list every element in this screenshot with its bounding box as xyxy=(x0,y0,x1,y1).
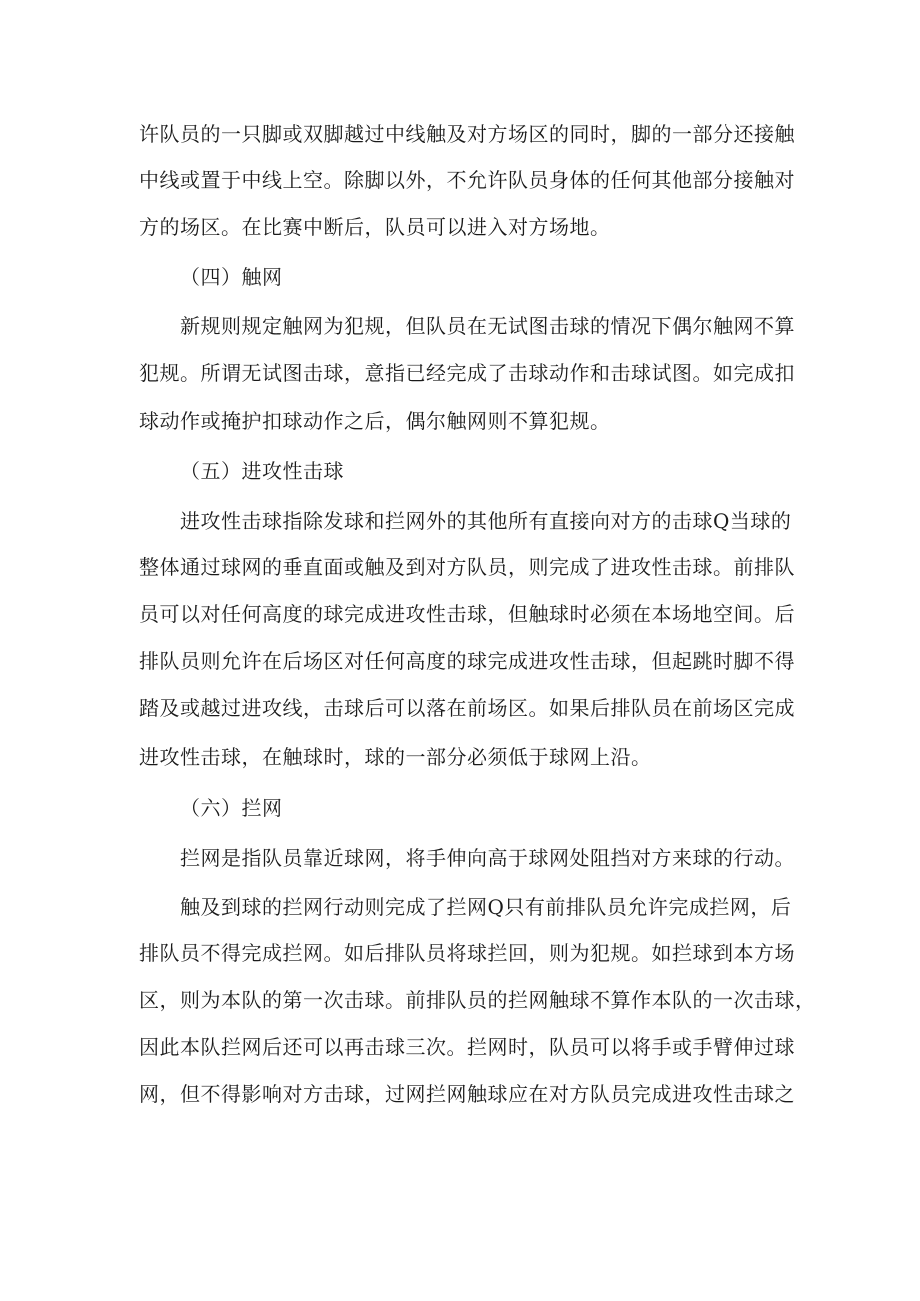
section-heading-touch-net: （四）触网 xyxy=(180,265,283,289)
section-heading-attack-hit: （五）进攻性击球 xyxy=(180,459,344,483)
section-heading-block: （六）拦网 xyxy=(180,796,283,820)
paragraph-line: 网，但不得影响对方击球，过网拦网触球应在对方队员完成进攻性击球之 xyxy=(139,1082,795,1106)
paragraph-line: 犯规。所谓无试图击球，意指已经完成了击球动作和击球试图。如完成扣 xyxy=(139,361,795,385)
paragraph-line: 中线或置于中线上空。除脚以外，不允许队员身体的任何其他部分接触对 xyxy=(139,168,795,192)
paragraph-line: 因此本队拦网后还可以再击球三次。拦网时，队员可以将手或手臂伸过球 xyxy=(139,1035,795,1059)
paragraph-line: 拦网是指队员靠近球网，将手伸向高于球网处阻挡对方来球的行动。 xyxy=(180,846,795,870)
paragraph-line: 区，则为本队的第一次击球。前排队员的拦网触球不算作本队的一次击球， xyxy=(139,988,816,1012)
paragraph-line: 排队员不得完成拦网。如后排队员将球拦回，则为犯规。如拦球到本方场 xyxy=(139,941,795,965)
paragraph-line: 排队员则允许在后场区对任何高度的球完成进攻性击球，但起跳时脚不得 xyxy=(139,649,795,673)
paragraph-line: 踏及或越过进攻线，击球后可以落在前场区。如果后排队员在前场区完成 xyxy=(139,696,795,720)
paragraph-line: 许队员的一只脚或双脚越过中线触及对方场区的同时，脚的一部分还接触 xyxy=(139,122,795,146)
paragraph-line: 新规则规定触网为犯规，但队员在无试图击球的情况下偶尔触网不算 xyxy=(180,314,795,338)
paragraph-line: 进攻性击球，在触球时，球的一部分必须低于球网上沿。 xyxy=(139,745,652,769)
paragraph-line: 球动作或掩护扣球动作之后，偶尔触网则不算犯规。 xyxy=(139,409,611,433)
paragraph-line: 员可以对任何高度的球完成进攻性击球，但触球时必须在本场地空间。后 xyxy=(139,602,795,626)
paragraph-line: 方的场区。在比赛中断后，队员可以进入对方场地。 xyxy=(139,215,611,239)
paragraph-line: 整体通过球网的垂直面或触及到对方队员，则完成了进攻性击球。前排队 xyxy=(139,555,795,579)
paragraph-line: 进攻性击球指除发球和拦网外的其他所有直接向对方的击球Q当球的 xyxy=(180,509,792,533)
paragraph-line: 触及到球的拦网行动则完成了拦网Q只有前排队员允许完成拦网，后 xyxy=(180,895,792,919)
